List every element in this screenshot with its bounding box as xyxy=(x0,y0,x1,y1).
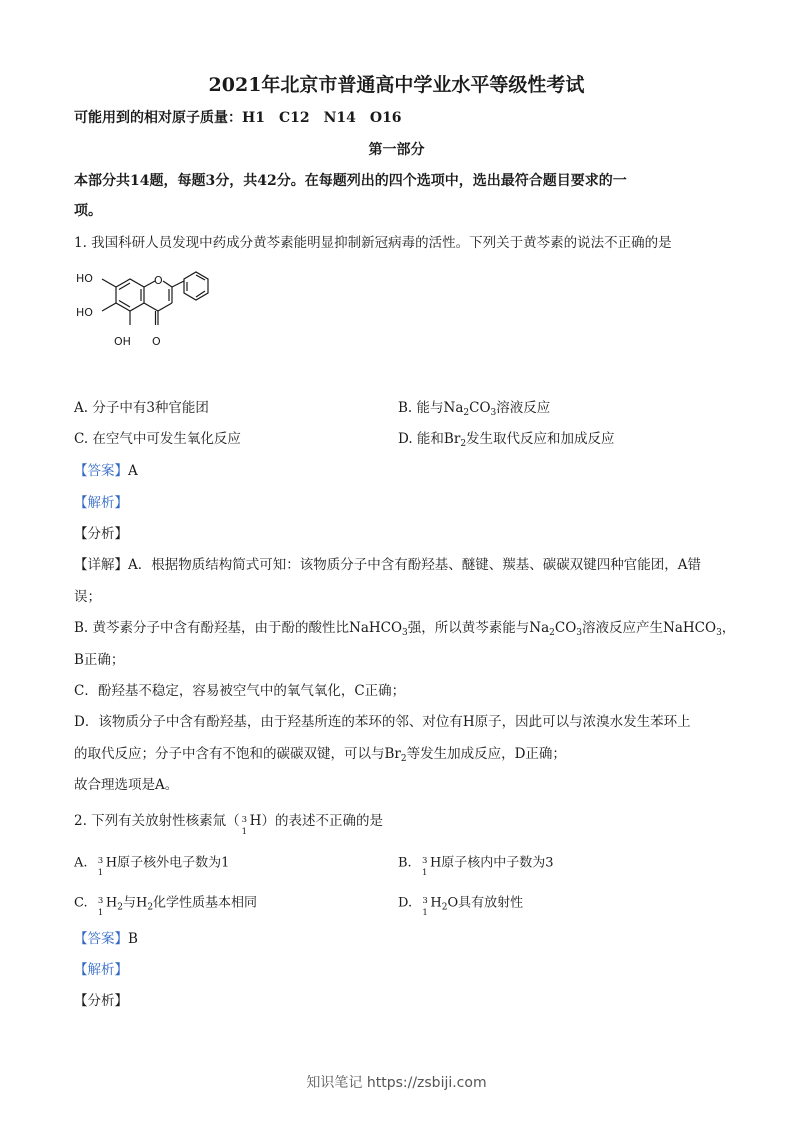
q2-analysis-tag: 【解析】 xyxy=(74,962,128,978)
q2-option-b: B. 3 1 H原子核内中子数为3 xyxy=(398,855,554,878)
q1-option-c: C. 在空气中可发生氧化反应 xyxy=(74,431,241,447)
q2-option-a: A. 3 1 H原子核外电子数为1 xyxy=(74,855,230,878)
q1-stem: 1. 我国科研人员发现中药成分黄芩素能明显抑制新冠病毒的活性。下列关于黄芩素的说法不正确的是 xyxy=(74,235,672,251)
q2-fenxi: 【分析】 xyxy=(74,993,128,1009)
structure-label-carbonyl-o: O xyxy=(152,335,161,348)
q1-answer: 【答案】A xyxy=(74,463,138,479)
q2-option-c: C. 3 1 $H_2$与$H_2$化学性质基本相同 xyxy=(74,895,258,918)
q1-detail-a-cont: 误； xyxy=(74,589,101,605)
baicalein-structure xyxy=(70,270,220,355)
q1-detail-a: 【详解】A．根据物质结构简式可知：该物质分子中含有酚羟基、醚键、羰基、碳碳双键四种官能团，A错 xyxy=(74,557,701,573)
q1-detail-b-cont: B正确； xyxy=(74,652,125,668)
q2-answer: 【答案】B xyxy=(74,931,138,947)
q1-analysis-tag: 【解析】 xyxy=(74,495,128,511)
q1-option-a: A. 分子中有3种官能团 xyxy=(74,400,209,416)
site-footer[interactable]: 知识笔记 https://zsbiji.com xyxy=(306,1075,487,1091)
q1-detail-b: B. 黄芩素分子中含有酚羟基，由于酚的酸性比NaHCO$_3$强，所以黄芩素能与$Na_2CO_3$溶液反应产生NaHCO$_3$， xyxy=(74,620,736,638)
instructions-line-2: 项。 xyxy=(74,203,102,219)
structure-label-ho-mid: HO xyxy=(76,306,93,319)
q1-option-b: B. 能与$Na_2CO_3$溶液反应 xyxy=(398,400,551,418)
q1-option-d: D. 能和$Br_2$发生取代反应和加成反应 xyxy=(398,431,615,449)
part-title: 第一部分 xyxy=(368,142,425,158)
exam-title: 2021年北京市普通高中学业水平等级性考试 xyxy=(208,74,585,96)
q1-conclusion: 故合理选项是A。 xyxy=(74,777,179,793)
tritium-nuclide: 3 1 xyxy=(241,814,248,837)
structure-label-ho-top: HO xyxy=(76,272,93,285)
q1-detail-c: C．酚羟基不稳定，容易被空气中的氧气氧化，C正确； xyxy=(74,683,406,699)
structure-label-ring-o: O xyxy=(154,274,163,287)
q2-option-d: D. 3 1 $H_2O$具有放射性 xyxy=(398,895,524,918)
structure-label-oh-bottom: OH xyxy=(114,335,131,348)
q1-detail-d-cont: 的取代反应；分子中含有不饱和的碳碳双键，可以与$Br_2$等发生加成反应，D正确； xyxy=(74,746,566,764)
q2-stem: 2. 下列有关放射性核素氚（ 3 1 H）的表述不正确的是 xyxy=(74,813,383,837)
q1-fenxi: 【分析】 xyxy=(74,526,128,542)
q1-detail-d: D．该物质分子中含有酚羟基，由于羟基所连的苯环的邻、对位有H原子，因此可以与浓溴水发生苯环上 xyxy=(74,714,691,730)
atomic-mass-line: 可能用到的相对原子质量：H1 C12 N14 O16 xyxy=(74,110,402,126)
instructions-line-1: 本部分共14题，每题3分，共42分。在每题列出的四个选项中，选出最符合题目要求的一 xyxy=(74,173,627,189)
